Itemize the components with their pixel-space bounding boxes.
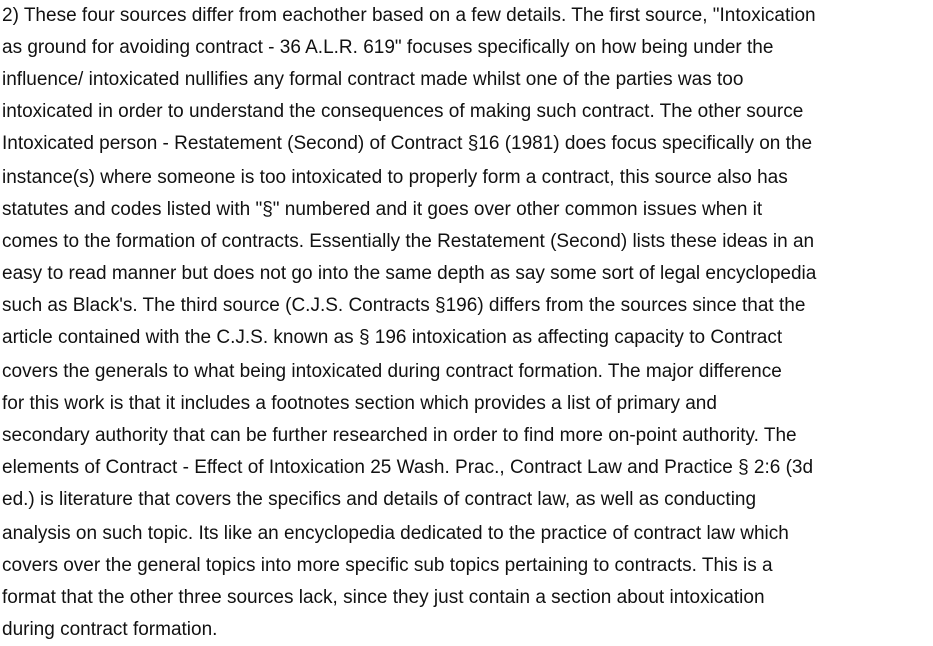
text-line: Intoxicated person - Restatement (Second) of Contract §16 (1981) does focus specifically on the [2,133,813,154]
text-line: covers over the general topics into more specific sub topics pertaining to contracts. This is a [2,555,773,576]
text-line: intoxicated in order to understand the consequences of making such contract. The other source [2,101,804,122]
text-line: influence/ intoxicated nullifies any formal contract made whilst one of the parties was too [2,69,744,90]
text-line: comes to the formation of contracts. Essentially the Restatement (Second) lists these ideas in an [2,231,815,252]
text-line: during contract formation. [2,619,218,640]
text-line: for this work is that it includes a footnotes section which provides a list of primary and [2,393,717,414]
text-line: article contained with the C.J.S. known as § 196 intoxication as affecting capacity to Contract [2,327,783,348]
text-line: statutes and codes listed with "§" numbered and it goes over other common issues when it [2,199,763,220]
text-line: analysis on such topic. Its like an encyclopedia dedicated to the practice of contract law which [2,523,789,544]
text-line: format that the other three sources lack, since they just contain a section about intoxication [2,587,765,608]
text-line: ed.) is literature that covers the specifics and details of contract law, as well as conducting [2,489,757,510]
text-line: easy to read manner but does not go into the same depth as say some sort of legal encyclopedia [2,263,817,284]
text-line: 2) These four sources differ from eachother based on a few details. The first source, "Intoxication [2,5,816,26]
text-line: secondary authority that can be further researched in order to find more on-point authority. The [2,425,797,446]
text-line: elements of Contract - Effect of Intoxication 25 Wash. Prac., Contract Law and Practice § 2:6 (3d [2,457,814,478]
text-line: covers the generals to what being intoxicated during contract formation. The major difference [2,361,782,382]
text-line: such as Black's. The third source (C.J.S. Contracts §196) differs from the sources since that the [2,295,806,316]
text-line: instance(s) where someone is too intoxicated to properly form a contract, this source also has [2,167,788,188]
document-body [2,0,931,646]
text-line: as ground for avoiding contract - 36 A.L.R. 619" focuses specifically on how being under the [2,37,774,58]
